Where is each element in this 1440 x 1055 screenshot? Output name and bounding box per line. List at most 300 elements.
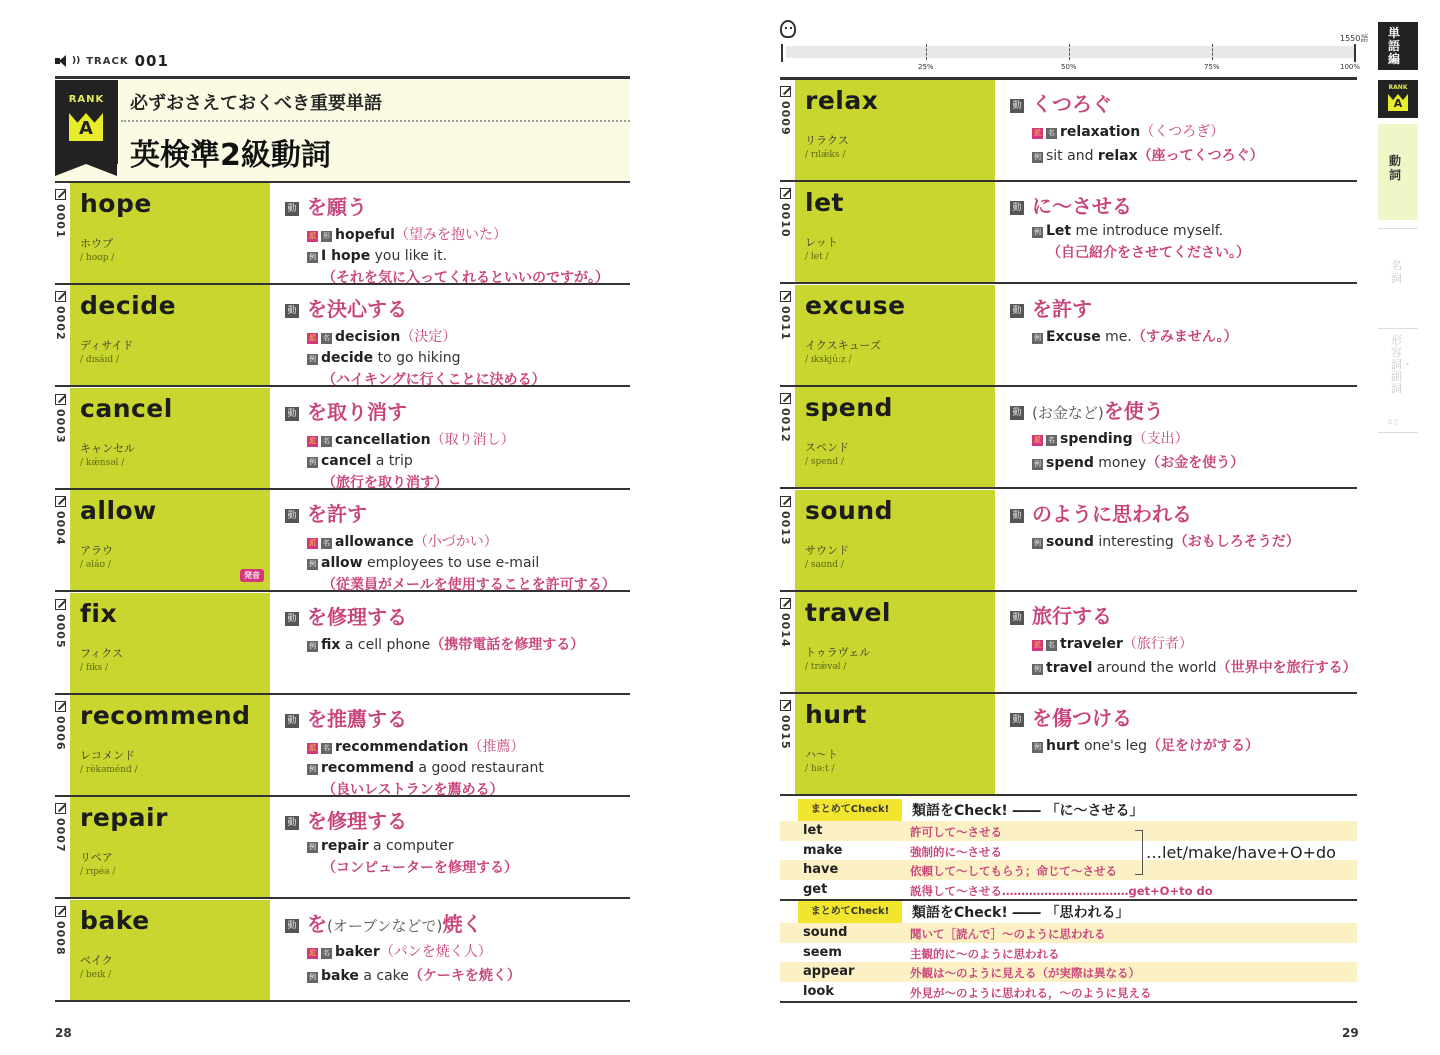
headword-panel bbox=[795, 387, 995, 487]
meaning-text: 旅行する bbox=[1032, 604, 1112, 628]
meaning bbox=[1032, 297, 1092, 321]
example-line bbox=[307, 634, 630, 654]
example-icon: 例 bbox=[309, 355, 316, 364]
progress-label: 50% bbox=[1061, 63, 1077, 71]
entry-number-text: 0001 bbox=[54, 204, 67, 239]
check-row bbox=[780, 982, 1357, 1002]
meaning-line bbox=[285, 498, 630, 527]
rank-ribbon bbox=[55, 80, 118, 164]
headword-panel bbox=[795, 80, 995, 180]
checkbox-icon[interactable] bbox=[55, 701, 66, 712]
verb-pos-icon: 動 bbox=[1010, 406, 1024, 420]
example-keyword: decide bbox=[321, 350, 374, 367]
derivative-word: baker bbox=[335, 943, 380, 960]
entry-number-text: 0006 bbox=[54, 716, 67, 751]
progress-tick bbox=[1212, 44, 1213, 60]
pos-mini-icon: 名 bbox=[1048, 641, 1055, 649]
side-rank-label: RANK bbox=[1388, 84, 1408, 91]
example-text: one's leg bbox=[1079, 738, 1148, 755]
derivative-icon: 派 bbox=[1034, 436, 1041, 445]
example-translation: （旅行を取り消す） bbox=[322, 474, 448, 491]
example-text: around the world bbox=[1092, 660, 1217, 676]
derivative-line bbox=[1032, 121, 1357, 141]
check-word: sound bbox=[803, 925, 848, 940]
checkbox-icon[interactable] bbox=[55, 803, 66, 814]
entry-number-text: 0004 bbox=[54, 511, 67, 546]
derivative-word: cancellation bbox=[335, 431, 431, 448]
definitions bbox=[285, 191, 630, 287]
pos-mini-icon: 名 bbox=[1048, 436, 1055, 445]
headword: spend bbox=[805, 393, 893, 423]
example-line bbox=[1032, 531, 1357, 551]
check-word: look bbox=[803, 983, 834, 999]
katakana-reading: アラウ bbox=[80, 544, 113, 558]
meaning bbox=[1032, 194, 1132, 218]
katakana-reading: リペア bbox=[80, 851, 113, 865]
example-translation: （従業員がメールを使用することを許可する） bbox=[322, 577, 616, 594]
example-line bbox=[307, 965, 630, 985]
verb-pos-icon: 動 bbox=[1010, 201, 1024, 215]
example-icon: 例 bbox=[1034, 333, 1041, 342]
derivative-word: allowance bbox=[335, 534, 414, 551]
meaning-line bbox=[1010, 600, 1357, 629]
verb-pos-icon: 動 bbox=[285, 714, 299, 728]
side-rank-letter: A bbox=[1393, 97, 1403, 110]
example-text: me. bbox=[1100, 328, 1132, 345]
check-word: let bbox=[803, 823, 823, 838]
derivative-gloss: （旅行者） bbox=[1122, 636, 1193, 652]
side-tab-adjective-label: 形容詞・副詞 bbox=[1391, 334, 1413, 395]
checkbox-icon[interactable] bbox=[780, 393, 791, 404]
definitions bbox=[1010, 702, 1357, 755]
katakana-reading: レコメンド bbox=[80, 749, 135, 762]
entry-number-text: 0007 bbox=[54, 818, 67, 854]
check-title: 類語をCheck! ―― 「思われる」 bbox=[912, 905, 1130, 921]
checkbox-icon[interactable] bbox=[55, 599, 66, 610]
example-translation: （ケーキを焼く） bbox=[408, 967, 521, 984]
checkbox-icon[interactable] bbox=[55, 496, 66, 507]
headword: relax bbox=[805, 86, 879, 115]
derivative-word: traveler bbox=[1060, 636, 1123, 652]
track-label: TRACK bbox=[86, 55, 129, 67]
katakana-reading: イクスキューズ bbox=[805, 338, 882, 352]
side-tab-adjective-note: など bbox=[1387, 419, 1400, 426]
katakana-reading: ディサイド bbox=[80, 339, 134, 353]
example-line bbox=[307, 350, 630, 389]
meaning-text: を推薦する bbox=[307, 707, 407, 731]
derivative-word: relaxation bbox=[1060, 124, 1141, 140]
verb-pos-icon: 動 bbox=[285, 202, 299, 216]
rank-letter: A bbox=[79, 118, 93, 139]
side-tab-adjective[interactable] bbox=[1378, 328, 1418, 433]
derivative-gloss: （小づかい） bbox=[413, 534, 498, 551]
example-translation: （それを気に入ってくれるといいのですが。） bbox=[322, 270, 609, 286]
example-text: a cell phone bbox=[340, 636, 431, 653]
example-translation: （コンピューターを修理する） bbox=[322, 860, 518, 877]
meaning-line bbox=[285, 191, 630, 220]
example-keyword: Excuse bbox=[1046, 328, 1101, 345]
derivative-word: recommendation bbox=[335, 739, 469, 755]
audio-track[interactable] bbox=[55, 52, 169, 70]
derivative-word: hopeful bbox=[335, 227, 395, 243]
definitions bbox=[285, 805, 630, 877]
derivative-gloss: （望みを抱いた） bbox=[394, 227, 507, 243]
derivative-line bbox=[307, 224, 630, 244]
katakana-reading: スペンド bbox=[805, 441, 849, 455]
derivative-gloss: （くつろぎ） bbox=[1140, 124, 1225, 140]
meaning bbox=[307, 809, 407, 833]
headword-panel bbox=[70, 900, 270, 1000]
check-badge: まとめてCheck! bbox=[798, 901, 902, 923]
meaning bbox=[1032, 502, 1192, 526]
example-translation: （すみません。） bbox=[1131, 328, 1238, 345]
derivative-line bbox=[307, 326, 630, 346]
example-keyword: travel bbox=[1046, 660, 1093, 676]
example-text: a trip bbox=[371, 452, 413, 469]
example-keyword: cancel bbox=[321, 452, 372, 469]
headword: excuse bbox=[805, 290, 906, 320]
headword-panel bbox=[795, 694, 995, 794]
pos-mini-icon: 名 bbox=[323, 539, 330, 548]
check-word: get bbox=[803, 881, 828, 897]
meaning-note: (オーブンなどで) bbox=[327, 916, 443, 935]
meaning bbox=[307, 912, 482, 936]
meaning-text: のように思われる bbox=[1032, 501, 1192, 526]
headword-panel bbox=[795, 490, 995, 590]
pronunciation: / rèkəménd / bbox=[80, 765, 138, 775]
headword-panel bbox=[795, 285, 995, 385]
headword: hope bbox=[80, 189, 152, 218]
word-entry bbox=[55, 183, 630, 285]
progress-label: 75% bbox=[1204, 63, 1220, 71]
check-row bbox=[780, 923, 1357, 943]
word-entry bbox=[55, 490, 630, 592]
meaning bbox=[307, 502, 367, 526]
rank-label: RANK bbox=[68, 94, 105, 105]
example-text: me introduce myself. bbox=[1071, 223, 1224, 240]
meaning bbox=[1032, 399, 1164, 423]
verb-pos-icon: 動 bbox=[285, 407, 299, 421]
meaning-text: を願う bbox=[307, 195, 367, 219]
checkbox-icon[interactable] bbox=[780, 86, 791, 97]
meaning-line bbox=[285, 703, 630, 732]
meaning-line bbox=[1010, 190, 1357, 219]
meaning-text: くつろぐ bbox=[1032, 92, 1112, 116]
example-keyword: hurt bbox=[1046, 738, 1080, 755]
example-keyword: repair bbox=[321, 838, 369, 855]
word-entry bbox=[55, 593, 630, 695]
check-word: make bbox=[803, 842, 843, 858]
example-translation: （お金を使う） bbox=[1146, 455, 1245, 472]
derivative-line bbox=[1032, 428, 1357, 448]
derivative-icon: 派 bbox=[309, 334, 316, 343]
checkbox-icon[interactable] bbox=[780, 188, 791, 199]
derivative-word: decision bbox=[335, 329, 401, 346]
derivative-gloss: （支出） bbox=[1132, 431, 1189, 448]
derivative-icon: 派 bbox=[1034, 641, 1041, 649]
pos-mini-icon: 名 bbox=[323, 334, 330, 343]
example-text: you like it. bbox=[370, 248, 448, 264]
example-keyword: sound bbox=[1046, 533, 1094, 550]
meaning-text: を使う bbox=[1103, 399, 1164, 424]
derivative-icon: 派 bbox=[309, 232, 316, 240]
example-line bbox=[1032, 223, 1357, 262]
header-subtitle: 必ずおさえておくべき重要単語 bbox=[130, 93, 382, 114]
derivative-word: spending bbox=[1060, 431, 1133, 448]
header-divider bbox=[121, 120, 630, 122]
checkbox-icon[interactable] bbox=[780, 291, 791, 302]
derivative-gloss: （パンを焼く人） bbox=[379, 943, 492, 960]
example-keyword: Let bbox=[1046, 223, 1072, 240]
headword: hurt bbox=[805, 700, 867, 730]
derivative-line bbox=[307, 429, 630, 449]
pos-mini-icon: 形 bbox=[323, 232, 330, 240]
example-icon: 例 bbox=[1034, 538, 1041, 547]
word-entry bbox=[780, 80, 1357, 182]
word-entry bbox=[55, 285, 630, 387]
headword: fix bbox=[80, 598, 118, 628]
headword-panel bbox=[795, 182, 995, 282]
example-translation: （座ってくつろぐ） bbox=[1137, 148, 1264, 164]
headword-panel bbox=[70, 285, 270, 385]
pronunciation: / həːt / bbox=[805, 764, 835, 775]
pronunciation: / dɪsáɪd / bbox=[80, 355, 120, 366]
page-title: 英検準2級動詞 bbox=[130, 138, 331, 173]
progress-tick bbox=[1069, 44, 1070, 60]
headword: cancel bbox=[80, 393, 173, 423]
example-keyword: spend bbox=[1046, 455, 1094, 472]
derivative-icon: 派 bbox=[309, 539, 316, 548]
headword-panel bbox=[70, 388, 270, 488]
meaning-text: を修理する bbox=[307, 604, 407, 629]
definitions bbox=[285, 498, 630, 594]
check-meaning: 依頼して～してもらう；命じて～させる bbox=[910, 864, 1117, 878]
progress-total: 1550語 bbox=[1340, 34, 1369, 43]
example-line bbox=[307, 555, 630, 594]
headword-panel bbox=[70, 593, 270, 693]
katakana-reading: ホウプ bbox=[80, 237, 113, 250]
example-keyword: fix bbox=[321, 636, 341, 653]
checkbox-icon[interactable] bbox=[55, 189, 66, 200]
side-tab-rank[interactable] bbox=[1378, 80, 1418, 118]
definitions bbox=[285, 396, 630, 492]
check-word: seem bbox=[803, 944, 842, 960]
check-meaning: 外見が～のように思われる，～のように見える bbox=[910, 985, 1152, 1000]
derivative-gloss: （推薦） bbox=[468, 739, 525, 755]
definitions bbox=[1010, 190, 1357, 262]
example-icon: 例 bbox=[1034, 743, 1041, 752]
page-number: 28 bbox=[55, 1026, 72, 1040]
checkbox-icon[interactable] bbox=[55, 906, 66, 917]
pronunciation: / kǽnsəl / bbox=[80, 457, 125, 468]
check-meaning: 聞いて［読んで］～のように思われる bbox=[910, 927, 1106, 941]
verb-pos-icon: 動 bbox=[1010, 304, 1024, 318]
check-row bbox=[780, 860, 1357, 880]
entry-number-text: 0005 bbox=[54, 613, 67, 649]
meaning bbox=[307, 707, 407, 731]
progress-start-marker bbox=[781, 44, 783, 62]
progress-label: 100% bbox=[1340, 63, 1361, 71]
meaning-line bbox=[1010, 293, 1357, 322]
meaning bbox=[307, 400, 407, 424]
check-word: have bbox=[803, 862, 839, 877]
side-tab-noun[interactable] bbox=[1378, 228, 1418, 318]
example-icon: 例 bbox=[309, 253, 316, 261]
example-translation: （ハイキングに行くことに決める） bbox=[322, 372, 546, 389]
meaning-line bbox=[1010, 498, 1357, 527]
entry-number-text: 0014 bbox=[779, 613, 792, 648]
entry-number-text: 0010 bbox=[779, 203, 792, 239]
side-tab-verb-label: 動詞 bbox=[1389, 154, 1402, 182]
meaning-prefix: を bbox=[307, 911, 327, 936]
katakana-reading: レット bbox=[805, 236, 838, 250]
pronunciation: / saʊnd / bbox=[805, 559, 844, 570]
pronunciation: / ɪkskjúːz / bbox=[805, 354, 852, 365]
example-translation: （おもしろそうだ） bbox=[1173, 533, 1300, 550]
derivative-line bbox=[1032, 633, 1357, 653]
headword-panel bbox=[795, 592, 995, 692]
meaning-line bbox=[1010, 88, 1357, 117]
derivative-icon: 派 bbox=[309, 744, 316, 752]
check-row bbox=[780, 821, 1357, 841]
meaning-text: を取り消す bbox=[307, 399, 407, 424]
example-icon: 例 bbox=[309, 457, 316, 466]
word-entry bbox=[780, 182, 1357, 284]
side-tab-verb[interactable] bbox=[1378, 124, 1418, 220]
side-tab-section-label: 単語編 bbox=[1388, 26, 1401, 66]
headword: recommend bbox=[80, 701, 251, 730]
example-text: employees to use e-mail bbox=[362, 555, 540, 572]
katakana-reading: フィクス bbox=[80, 646, 124, 660]
example-translation: （足をけがする） bbox=[1147, 738, 1260, 755]
meaning bbox=[1032, 92, 1112, 116]
entry-number-text: 0013 bbox=[779, 510, 792, 546]
pronunciation: / rɪlǽks / bbox=[805, 150, 846, 160]
meaning-text: を修理する bbox=[307, 809, 407, 834]
verb-pos-icon: 動 bbox=[285, 509, 299, 523]
definitions bbox=[1010, 88, 1357, 165]
entry-number-text: 0011 bbox=[779, 305, 792, 341]
entry-number-text: 0012 bbox=[779, 408, 792, 443]
katakana-reading: サウンド bbox=[805, 543, 849, 557]
derivative-gloss: （決定） bbox=[400, 329, 457, 346]
example-keyword: bake bbox=[321, 967, 359, 984]
headword: bake bbox=[80, 905, 150, 935]
meaning-text: を決心する bbox=[307, 297, 407, 322]
meaning bbox=[307, 297, 407, 321]
headword-panel bbox=[70, 797, 270, 897]
derivative-gloss: （取り消し） bbox=[430, 431, 515, 448]
example-icon: 例 bbox=[309, 765, 316, 773]
meaning-line bbox=[285, 601, 630, 630]
pos-mini-icon: 名 bbox=[1048, 129, 1055, 137]
pronunciation: / əláʊ / bbox=[80, 560, 111, 571]
example-text: a computer bbox=[368, 838, 454, 855]
example-translation: （携帯電話を修理する） bbox=[430, 636, 585, 653]
example-keyword: recommend bbox=[321, 760, 414, 776]
check-note: …let/make/have+O+do bbox=[1146, 843, 1336, 862]
example-line bbox=[1032, 145, 1357, 165]
verb-pos-icon: 動 bbox=[1010, 99, 1024, 113]
definitions bbox=[285, 703, 630, 799]
checkbox-icon[interactable] bbox=[55, 291, 66, 302]
summary-check-table bbox=[780, 797, 1357, 901]
sound-waves-icon: )) bbox=[72, 56, 81, 66]
meaning-line bbox=[285, 805, 630, 834]
example-text: a cake bbox=[358, 967, 409, 984]
katakana-reading: ハ～ト bbox=[805, 748, 838, 762]
example-text: money bbox=[1093, 455, 1147, 472]
check-meaning: 主観的に～のように思われる bbox=[910, 946, 1060, 961]
meaning-text: を許す bbox=[1032, 296, 1092, 321]
example-text: a good restaurant bbox=[413, 760, 544, 776]
example-icon: 例 bbox=[309, 560, 316, 569]
word-entry bbox=[780, 387, 1357, 489]
progress-tick bbox=[926, 44, 927, 60]
entry-number-text: 0015 bbox=[779, 715, 792, 751]
verb-pos-icon: 動 bbox=[285, 612, 299, 626]
checkbox-icon[interactable] bbox=[780, 700, 791, 711]
progress-label: 25% bbox=[918, 63, 934, 71]
headword: sound bbox=[805, 495, 894, 525]
headword: decide bbox=[80, 291, 177, 321]
meaning-text: 焼く bbox=[442, 911, 483, 936]
example-translation: （世界中を旅行する） bbox=[1216, 660, 1357, 676]
check-row bbox=[780, 880, 1357, 900]
top-rule bbox=[55, 76, 630, 79]
verb-pos-icon: 動 bbox=[1010, 611, 1024, 625]
verb-pos-icon: 動 bbox=[285, 816, 299, 830]
right-page bbox=[720, 0, 1440, 1055]
pronunciation: / beɪk / bbox=[80, 969, 112, 980]
example-keyword: allow bbox=[321, 555, 363, 572]
word-entry bbox=[55, 900, 630, 1002]
check-header bbox=[780, 899, 1357, 923]
example-text: to go hiking bbox=[373, 350, 461, 367]
example-icon: 例 bbox=[309, 972, 316, 981]
example-keyword: I hope bbox=[321, 248, 371, 264]
pos-mini-icon: 名 bbox=[323, 436, 330, 445]
meaning-line bbox=[1010, 702, 1357, 731]
checkbox-icon[interactable] bbox=[55, 394, 66, 405]
pronunciation: / spend / bbox=[805, 457, 845, 468]
meaning-line bbox=[285, 293, 630, 322]
pronunciation-badge: 発音 bbox=[240, 569, 264, 582]
section-header bbox=[55, 80, 630, 183]
checkbox-icon[interactable] bbox=[780, 496, 791, 507]
entry-number-text: 0009 bbox=[779, 101, 792, 136]
definitions bbox=[1010, 395, 1357, 472]
speaker-icon[interactable] bbox=[55, 55, 69, 67]
example-line bbox=[307, 248, 630, 287]
katakana-reading: トゥラヴェル bbox=[805, 646, 871, 659]
pronunciation: / fɪks / bbox=[80, 662, 109, 673]
track-number: 001 bbox=[134, 52, 169, 70]
progress-end-marker bbox=[1354, 44, 1356, 62]
summary-check-table bbox=[780, 899, 1357, 1003]
page-number: 29 bbox=[1342, 1026, 1359, 1040]
side-tab-section[interactable] bbox=[1378, 22, 1418, 70]
check-word: appear bbox=[803, 964, 855, 979]
example-line bbox=[1032, 735, 1357, 755]
word-entry bbox=[780, 694, 1357, 796]
derivative-icon: 派 bbox=[309, 948, 316, 957]
example-line bbox=[307, 838, 630, 877]
verb-pos-icon: 動 bbox=[285, 919, 299, 933]
pronunciation: / rɪpéə / bbox=[80, 867, 116, 878]
checkbox-icon[interactable] bbox=[780, 598, 791, 609]
derivative-icon: 派 bbox=[1034, 129, 1041, 137]
